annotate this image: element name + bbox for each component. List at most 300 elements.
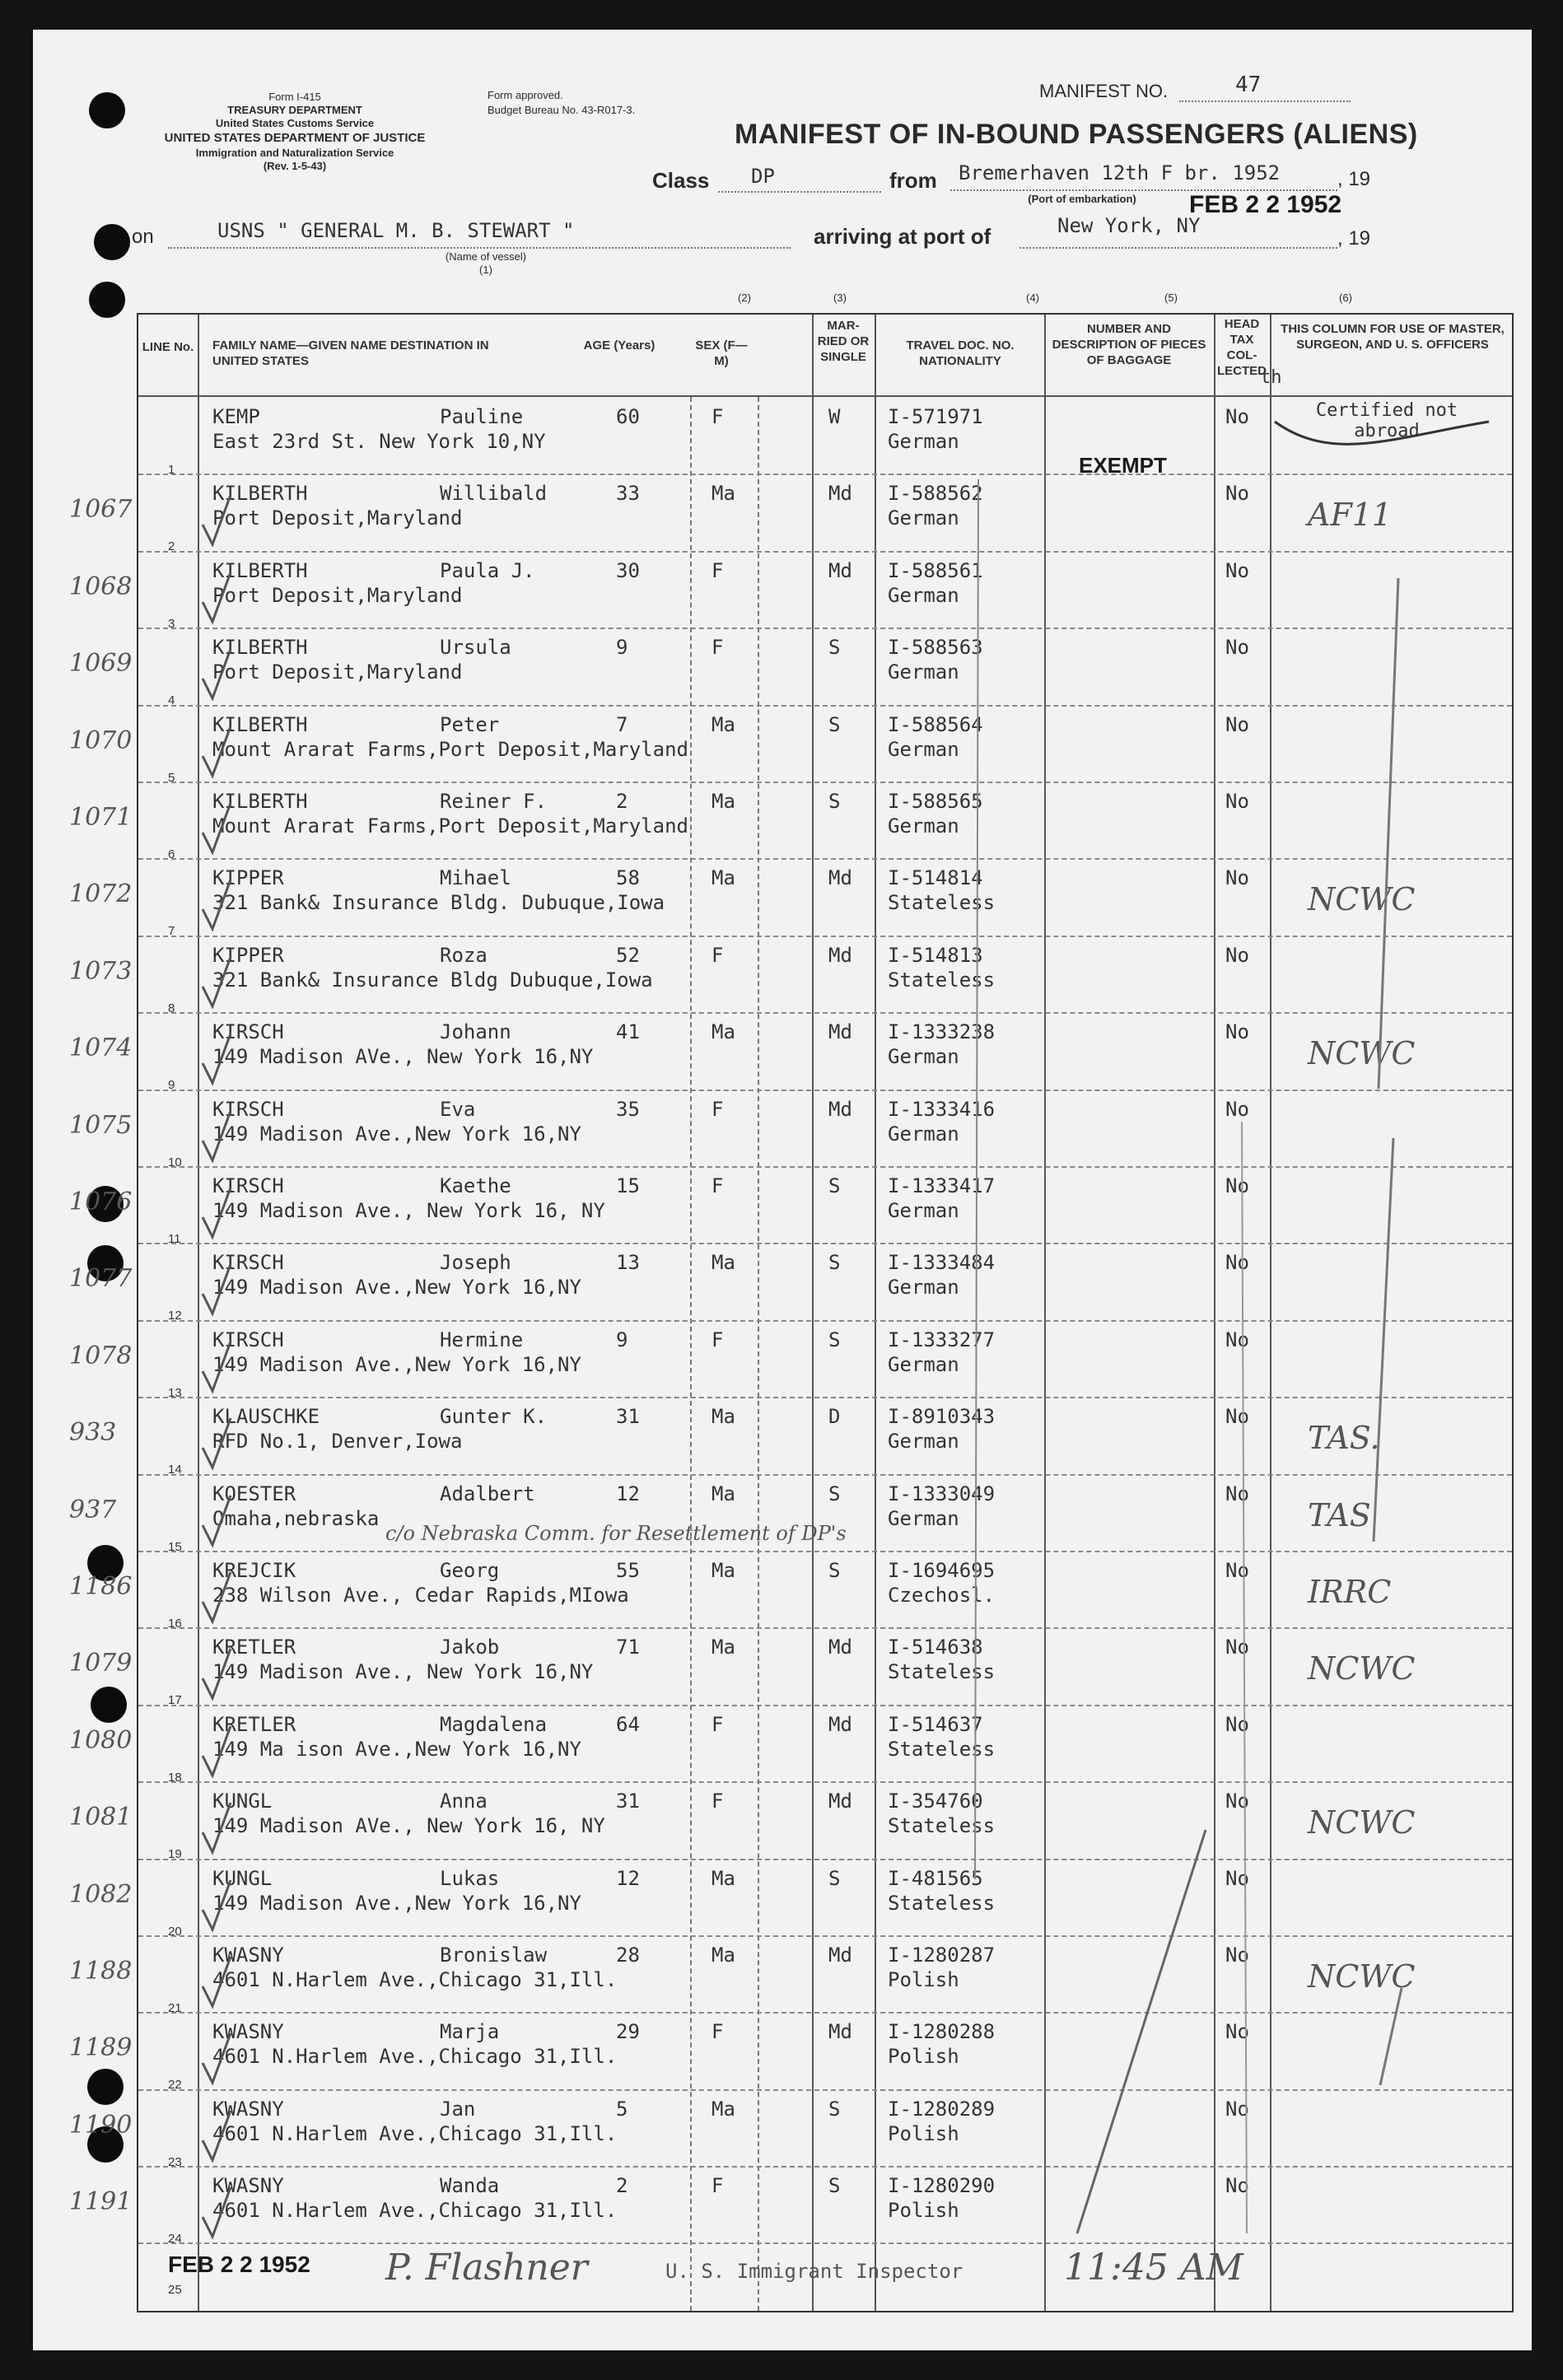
destination: 149 Madison Ave., New York 16,NY	[212, 1660, 594, 1684]
marital-status: W	[828, 405, 841, 428]
sex-value: F	[712, 558, 724, 582]
margin-number: 1071	[69, 803, 133, 832]
family-name: KILBERTH	[212, 482, 308, 506]
col-num-4: (4)	[1026, 292, 1039, 304]
date-stamp-footer: FEB 2 2 1952	[168, 2252, 310, 2277]
age-value: 12	[616, 1482, 640, 1505]
sex-value: Ma	[712, 1866, 735, 1890]
vessel-line	[168, 247, 791, 249]
marital-status: S	[828, 2097, 841, 2121]
travel-doc-no: I-588562	[888, 482, 983, 506]
given-name: Ursula	[440, 636, 511, 660]
officer-note: TAS.	[1308, 1420, 1380, 1457]
col-num-6: (6)	[1339, 292, 1352, 304]
annotation-strokes	[138, 315, 1512, 2311]
from-label: from	[889, 168, 937, 193]
destination: 4601 N.Harlem Ave.,Chicago 31,Ill.	[212, 2045, 618, 2069]
destination: Port Deposit,Maryland	[212, 583, 463, 607]
nationality: Stateless	[888, 1814, 996, 1838]
marital-status: S	[828, 1559, 841, 1582]
line-number: 12	[168, 1309, 182, 1323]
nationality: Stateless	[888, 891, 996, 915]
margin-number: 1188	[69, 1957, 133, 1986]
travel-doc-no: I-8910343	[888, 1405, 996, 1429]
revision: (Rev. 1-5-43)	[263, 160, 327, 172]
nationality: German	[888, 583, 959, 607]
head-tax: No	[1225, 1020, 1249, 1044]
marital-status: Md	[828, 1790, 852, 1813]
family-name: KIRSCH	[212, 1097, 284, 1121]
punch-hole	[89, 92, 125, 128]
nationality: Stateless	[888, 1891, 996, 1915]
head-tax: No	[1225, 943, 1249, 967]
line-number: 8	[168, 1001, 175, 1015]
destination: 149 Madison Ave.,New York 16,NY	[212, 1276, 581, 1300]
nationality: Polish	[888, 2199, 959, 2223]
officer-note: TAS	[1308, 1496, 1371, 1533]
given-name: Lukas	[440, 1866, 500, 1890]
given-name: Roza	[440, 943, 488, 967]
officer-note: IRRC	[1308, 1574, 1392, 1610]
sex-value: Ma	[712, 712, 735, 736]
travel-doc-no: I-1280289	[888, 2097, 996, 2121]
sex-value: Ma	[712, 2097, 735, 2121]
tax-stroke	[1077, 1830, 1206, 2233]
family-name: KWASNY	[212, 2097, 284, 2121]
given-name: Bronislaw	[440, 1944, 548, 1967]
age-value: 55	[616, 1559, 640, 1582]
class-line	[718, 191, 881, 193]
sex-value: F	[712, 1790, 724, 1813]
vessel-label: (Name of vessel)	[445, 250, 527, 263]
family-name: KILBERTH	[212, 790, 308, 813]
given-name: Jan	[440, 2097, 476, 2121]
age-value: 35	[616, 1097, 640, 1121]
line-number: 5	[168, 770, 175, 785]
given-name: Pauline	[440, 405, 524, 428]
given-name: Anna	[440, 1790, 488, 1813]
vessel-col-no: (1)	[479, 264, 492, 276]
travel-doc-no: I-1280287	[888, 1944, 996, 1967]
age-value: 31	[616, 1405, 640, 1429]
destination: 149 Madison Ave.,New York 16,NY	[212, 1891, 581, 1915]
date-stamp-header: FEB 2 2 1952	[1189, 191, 1342, 218]
line-number: 6	[168, 847, 175, 861]
age-value: 5	[616, 2097, 628, 2121]
travel-doc-no: I-588561	[888, 558, 983, 582]
nationality: Czechosl.	[888, 1584, 996, 1607]
family-name: KIPPER	[212, 866, 284, 890]
nationality: German	[888, 430, 959, 453]
age-value: 9	[616, 1328, 628, 1351]
marital-status: Md	[828, 943, 852, 967]
nationality: Stateless	[888, 1660, 996, 1684]
sex-value: F	[712, 636, 724, 660]
destination: 4601 N.Harlem Ave.,Chicago 31,Ill.	[212, 1968, 618, 1991]
nationality: German	[888, 1430, 959, 1454]
given-name: Kaethe	[440, 1174, 511, 1197]
margin-number: 1077	[69, 1264, 133, 1294]
age-value: 71	[616, 1636, 640, 1659]
marital-status: S	[828, 1174, 841, 1197]
nationality: Polish	[888, 1968, 959, 1991]
given-name: Marja	[440, 2020, 500, 2044]
nationality: Stateless	[888, 1737, 996, 1761]
head-tax: No	[1225, 558, 1249, 582]
margin-number: 1079	[69, 1649, 133, 1678]
nationality: German	[888, 1045, 959, 1069]
marital-status: S	[828, 1482, 841, 1505]
age-value: 33	[616, 482, 640, 506]
travel-doc-no: I-1333416	[888, 1097, 996, 1121]
marital-status: Md	[828, 1020, 852, 1044]
nationality: German	[888, 1352, 959, 1376]
manifest-title: MANIFEST OF IN-BOUND PASSENGERS (ALIENS)	[735, 119, 1418, 150]
sex-value: Ma	[712, 482, 735, 506]
travel-doc-no: I-1333049	[888, 1482, 996, 1505]
travel-doc-no: I-588564	[888, 712, 983, 736]
destination: 149 Madison Ave.,New York 16,NY	[212, 1352, 581, 1376]
sex-value: F	[712, 405, 724, 428]
header-age: AGE (Years)	[583, 338, 656, 352]
officer-stroke	[1374, 1138, 1393, 1542]
col-num-5: (5)	[1164, 292, 1178, 304]
head-tax: No	[1225, 866, 1249, 890]
line-number: 19	[168, 1847, 182, 1862]
family-name: KWASNY	[212, 1944, 284, 1967]
head-tax: No	[1225, 1251, 1249, 1275]
line-number: 14	[168, 1463, 182, 1477]
officer-stroke	[1379, 578, 1398, 1089]
travel-doc-no: I-588565	[888, 790, 983, 813]
family-name: KWASNY	[212, 2174, 284, 2198]
officer-stroke	[1380, 1988, 1402, 2085]
marital-status: S	[828, 790, 841, 813]
margin-number: 1186	[69, 1572, 133, 1601]
line-number: 18	[168, 1770, 182, 1785]
head-tax: No	[1225, 712, 1249, 736]
age-value: 2	[616, 790, 628, 813]
sex-value: F	[712, 943, 724, 967]
family-name: KIRSCH	[212, 1328, 284, 1351]
head-tax: No	[1225, 790, 1249, 813]
marital-status: Md	[828, 1636, 852, 1659]
family-name: KRETLER	[212, 1712, 296, 1736]
family-name: KUNGL	[212, 1790, 273, 1813]
sex-value: F	[712, 1712, 724, 1736]
destination: 4601 N.Harlem Ave.,Chicago 31,Ill.	[212, 2121, 618, 2145]
marital-status: S	[828, 636, 841, 660]
marital-status: Md	[828, 1097, 852, 1121]
destination: 149 Madison AVe., New York 16, NY	[212, 1814, 605, 1838]
travel-doc-no: I-1280288	[888, 2020, 996, 2044]
marital-status: Md	[828, 482, 852, 506]
ins-service: Immigration and Naturalization Service	[195, 147, 394, 159]
head-tax: No	[1225, 1636, 1249, 1659]
travel-doc-no: I-514813	[888, 943, 983, 967]
given-name: Gunter K.	[440, 1405, 548, 1429]
manifest-no-line	[1179, 100, 1351, 102]
given-name: Hermine	[440, 1328, 524, 1351]
age-value: 7	[616, 712, 628, 736]
nationality: German	[888, 1276, 959, 1300]
inspector-title: U. S. Immigrant Inspector	[665, 2260, 963, 2283]
head-tax: No	[1225, 1790, 1249, 1813]
line-number: 13	[168, 1385, 182, 1400]
destination: RFD No.1, Denver,Iowa	[212, 1430, 463, 1454]
age-value: 28	[616, 1944, 640, 1967]
given-name: Paula J.	[440, 558, 535, 582]
line-number: 22	[168, 2078, 182, 2093]
marital-status: Md	[828, 866, 852, 890]
age-value: 12	[616, 1866, 640, 1890]
nationality: Polish	[888, 2045, 959, 2069]
age-value: 41	[616, 1020, 640, 1044]
family-name: KUNGL	[212, 1866, 273, 1890]
family-name: KIRSCH	[212, 1020, 284, 1044]
head-tax: No	[1225, 1405, 1249, 1429]
given-name: Joseph	[440, 1251, 511, 1275]
margin-number: 1072	[69, 880, 133, 909]
nationality: German	[888, 814, 959, 838]
head-tax: No	[1225, 2097, 1249, 2121]
head-tax: No	[1225, 2020, 1249, 2044]
head-tax: No	[1225, 1482, 1249, 1505]
destination: 4601 N.Harlem Ave.,Chicago 31,Ill.	[212, 2199, 618, 2223]
line-number: 3	[168, 616, 175, 631]
form-number: Form I-415	[268, 91, 321, 103]
head-tax: No	[1225, 1328, 1249, 1351]
travel-doc-no: I-1280290	[888, 2174, 996, 2198]
marital-status: S	[828, 1866, 841, 1890]
header-th: th	[1260, 367, 1282, 388]
family-name: KIRSCH	[212, 1174, 284, 1197]
travel-doc-no: I-1694695	[888, 1559, 996, 1582]
sex-value: Ma	[712, 1636, 735, 1659]
destination: Omaha,nebraska	[212, 1506, 380, 1530]
class-label: Class	[652, 168, 710, 193]
margin-number: 1081	[69, 1803, 133, 1832]
given-name: Peter	[440, 712, 500, 736]
year-suffix: , 19	[1337, 168, 1371, 190]
given-name: Johann	[440, 1020, 511, 1044]
nationality: Polish	[888, 2121, 959, 2145]
budget-bureau: Budget Bureau No. 43-R017-3.	[488, 104, 636, 116]
col-num-2: (2)	[738, 292, 751, 304]
line-number: 25	[168, 2283, 182, 2297]
age-value: 9	[616, 636, 628, 660]
sex-value: Ma	[712, 1559, 735, 1582]
margin-number: 1189	[69, 2033, 133, 2063]
baggage-stroke	[975, 479, 978, 1879]
nationality: Stateless	[888, 968, 996, 992]
family-name: KIRSCH	[212, 1251, 284, 1275]
family-name: KLAUSCHKE	[212, 1405, 320, 1429]
head-tax: No	[1225, 482, 1249, 506]
year-suffix: , 19	[1337, 227, 1371, 250]
row-annotation: Certified not abroad	[1315, 400, 1458, 441]
officer-note: NCWC	[1308, 1804, 1416, 1841]
destination: 321 Bank& Insurance Bldg Dubuque,Iowa	[212, 968, 653, 992]
given-name: Wanda	[440, 2174, 500, 2198]
family-name: KILBERTH	[212, 712, 308, 736]
age-value: 29	[616, 2020, 640, 2044]
exempt-stamp: EXEMPT	[1079, 453, 1167, 478]
manifest-no-label: MANIFEST NO.	[1039, 81, 1169, 101]
punch-hole	[89, 282, 125, 318]
on-label: on	[132, 226, 154, 248]
line-number: 15	[168, 1539, 182, 1554]
row-annotation: c/o Nebraska Comm. for Resettlement of DP's	[385, 1521, 847, 1545]
customs-service: United States Customs Service	[215, 117, 375, 129]
margin-number: 1073	[69, 956, 133, 986]
header-line-no: LINE No.	[142, 340, 194, 354]
port-embark-label: (Port of embarkation)	[1028, 193, 1136, 205]
margin-number: 1076	[69, 1188, 133, 1216]
passenger-table	[137, 313, 1514, 2312]
line-number: 7	[168, 924, 175, 939]
travel-doc-no: I-481565	[888, 1866, 983, 1890]
sex-value: Ma	[712, 1020, 735, 1044]
head-tax: No	[1225, 1866, 1249, 1890]
margin-number: 1067	[69, 495, 133, 525]
travel-doc-no: I-1333238	[888, 1020, 996, 1044]
marital-status: D	[828, 1405, 841, 1429]
travel-doc-no: I-571971	[888, 405, 983, 428]
punch-hole	[87, 2069, 124, 2105]
officer-note: NCWC	[1308, 881, 1416, 918]
family-name: KILBERTH	[212, 636, 308, 660]
destination: Port Deposit,Maryland	[212, 506, 463, 530]
marital-status: S	[828, 1328, 841, 1351]
treasury-dept: TREASURY DEPARTMENT	[227, 104, 362, 116]
given-name: Magdalena	[440, 1712, 548, 1736]
line-number: 16	[168, 1617, 182, 1631]
sex-value: F	[712, 1328, 724, 1351]
head-tax: No	[1225, 1097, 1249, 1121]
from-value: Bremerhaven 12th F br. 1952	[959, 161, 1281, 184]
marital-status: S	[828, 1251, 841, 1275]
nationality: German	[888, 1122, 959, 1146]
head-tax: No	[1225, 405, 1249, 428]
travel-doc-no: I-1333484	[888, 1251, 996, 1275]
margin-number: 937	[69, 1495, 117, 1524]
destination: 149 Madison Ave., New York 16, NY	[212, 1199, 605, 1222]
head-tax: No	[1225, 2174, 1249, 2198]
head-tax: No	[1225, 1559, 1249, 1582]
age-value: 52	[616, 943, 640, 967]
travel-doc-no: I-1333417	[888, 1174, 996, 1197]
travel-doc-no: I-514814	[888, 866, 983, 890]
line-number: 21	[168, 2001, 182, 2015]
margin-number: 1074	[69, 1034, 133, 1063]
header-head-tax: HEAD TAX COL-LECTED	[1217, 317, 1267, 378]
punch-hole	[94, 224, 130, 260]
vessel-name: USNS " GENERAL M. B. STEWART "	[217, 219, 575, 242]
age-value: 60	[616, 405, 640, 428]
header-sex: SEX (F—M)	[695, 338, 748, 368]
line-number: 2	[168, 539, 175, 554]
line-number: 10	[168, 1155, 182, 1169]
officer-note: AF11	[1308, 497, 1393, 534]
line-number: 20	[168, 1924, 182, 1939]
margin-number: 1078	[69, 1341, 133, 1370]
margin-number: 1190	[69, 2110, 133, 2140]
justice-dept: UNITED STATES DEPARTMENT OF JUSTICE	[164, 131, 426, 145]
marital-status: Md	[828, 2020, 852, 2044]
header-travel: TRAVEL DOC. NO. NATIONALITY	[906, 338, 1015, 368]
given-name: Jakob	[440, 1636, 500, 1659]
nationality: German	[888, 1199, 959, 1222]
sex-value: Ma	[712, 1251, 735, 1275]
family-name: KRETLER	[212, 1636, 296, 1659]
form-approved: Form approved.	[488, 89, 563, 101]
given-name: Reiner F.	[440, 790, 548, 813]
line-number: 23	[168, 2154, 182, 2169]
given-name: Eva	[440, 1097, 476, 1121]
destination: East 23rd St. New York 10,NY	[212, 430, 546, 453]
marital-status: S	[828, 2174, 841, 2198]
head-tax: No	[1225, 636, 1249, 660]
family-name: KILBERTH	[212, 558, 308, 582]
travel-doc-no: I-354760	[888, 1790, 983, 1813]
age-value: 64	[616, 1712, 640, 1736]
marital-status: Md	[828, 558, 852, 582]
arriving-value: New York, NY	[1057, 214, 1201, 237]
destination: Port Deposit,Maryland	[212, 660, 463, 684]
manifest-sheet	[33, 30, 1532, 2350]
age-value: 13	[616, 1251, 640, 1275]
line-number: 9	[168, 1078, 175, 1093]
nationality: German	[888, 1506, 959, 1530]
sex-value: F	[712, 2020, 724, 2044]
head-tax: No	[1225, 1944, 1249, 1967]
punch-hole	[91, 1687, 127, 1723]
sex-value: F	[712, 1097, 724, 1121]
sex-value: F	[712, 2174, 724, 2198]
header-married: MAR-RIED OR SINGLE	[817, 319, 870, 364]
destination: Mount Ararat Farms,Port Deposit,Maryland	[212, 737, 688, 761]
family-name: KIPPER	[212, 943, 284, 967]
nationality: German	[888, 506, 959, 530]
destination: 238 Wilson Ave., Cedar Rapids,MIowa	[212, 1584, 629, 1607]
destination: Mount Ararat Farms,Port Deposit,Maryland	[212, 814, 688, 838]
margin-number: 1080	[69, 1725, 133, 1755]
family-name: KWASNY	[212, 2020, 284, 2044]
header-officers: THIS COLUMN FOR USE OF MASTER, SURGEON, AND U. S. OFFICERS	[1281, 322, 1505, 352]
arriving-line	[1019, 247, 1337, 249]
destination: 149 Madison Ave.,New York 16,NY	[212, 1122, 581, 1146]
inspector-signature: P. Flashner	[385, 2247, 588, 2289]
certified-scribble	[1275, 422, 1489, 444]
line-number: 4	[168, 693, 175, 708]
margin-number: 933	[69, 1418, 117, 1448]
sex-value: Ma	[712, 1944, 735, 1967]
destination: 149 Madison AVe., New York 16,NY	[212, 1045, 594, 1069]
header-name: FAMILY NAME—GIVEN NAME DESTINATION IN UNITED STATES	[212, 338, 489, 368]
officer-note: NCWC	[1308, 1650, 1416, 1687]
family-name: KREJCIK	[212, 1559, 296, 1582]
inspection-time: 11:45 AM	[1064, 2247, 1243, 2289]
family-name: KEMP	[212, 405, 260, 428]
margin-number: 1191	[69, 2187, 133, 2217]
marital-status: Md	[828, 1944, 852, 1967]
given-name: Adalbert	[440, 1482, 535, 1505]
head-tax: No	[1225, 1712, 1249, 1736]
officer-note: NCWC	[1308, 1035, 1416, 1072]
given-name: Mihael	[440, 866, 511, 890]
age-value: 31	[616, 1790, 640, 1813]
